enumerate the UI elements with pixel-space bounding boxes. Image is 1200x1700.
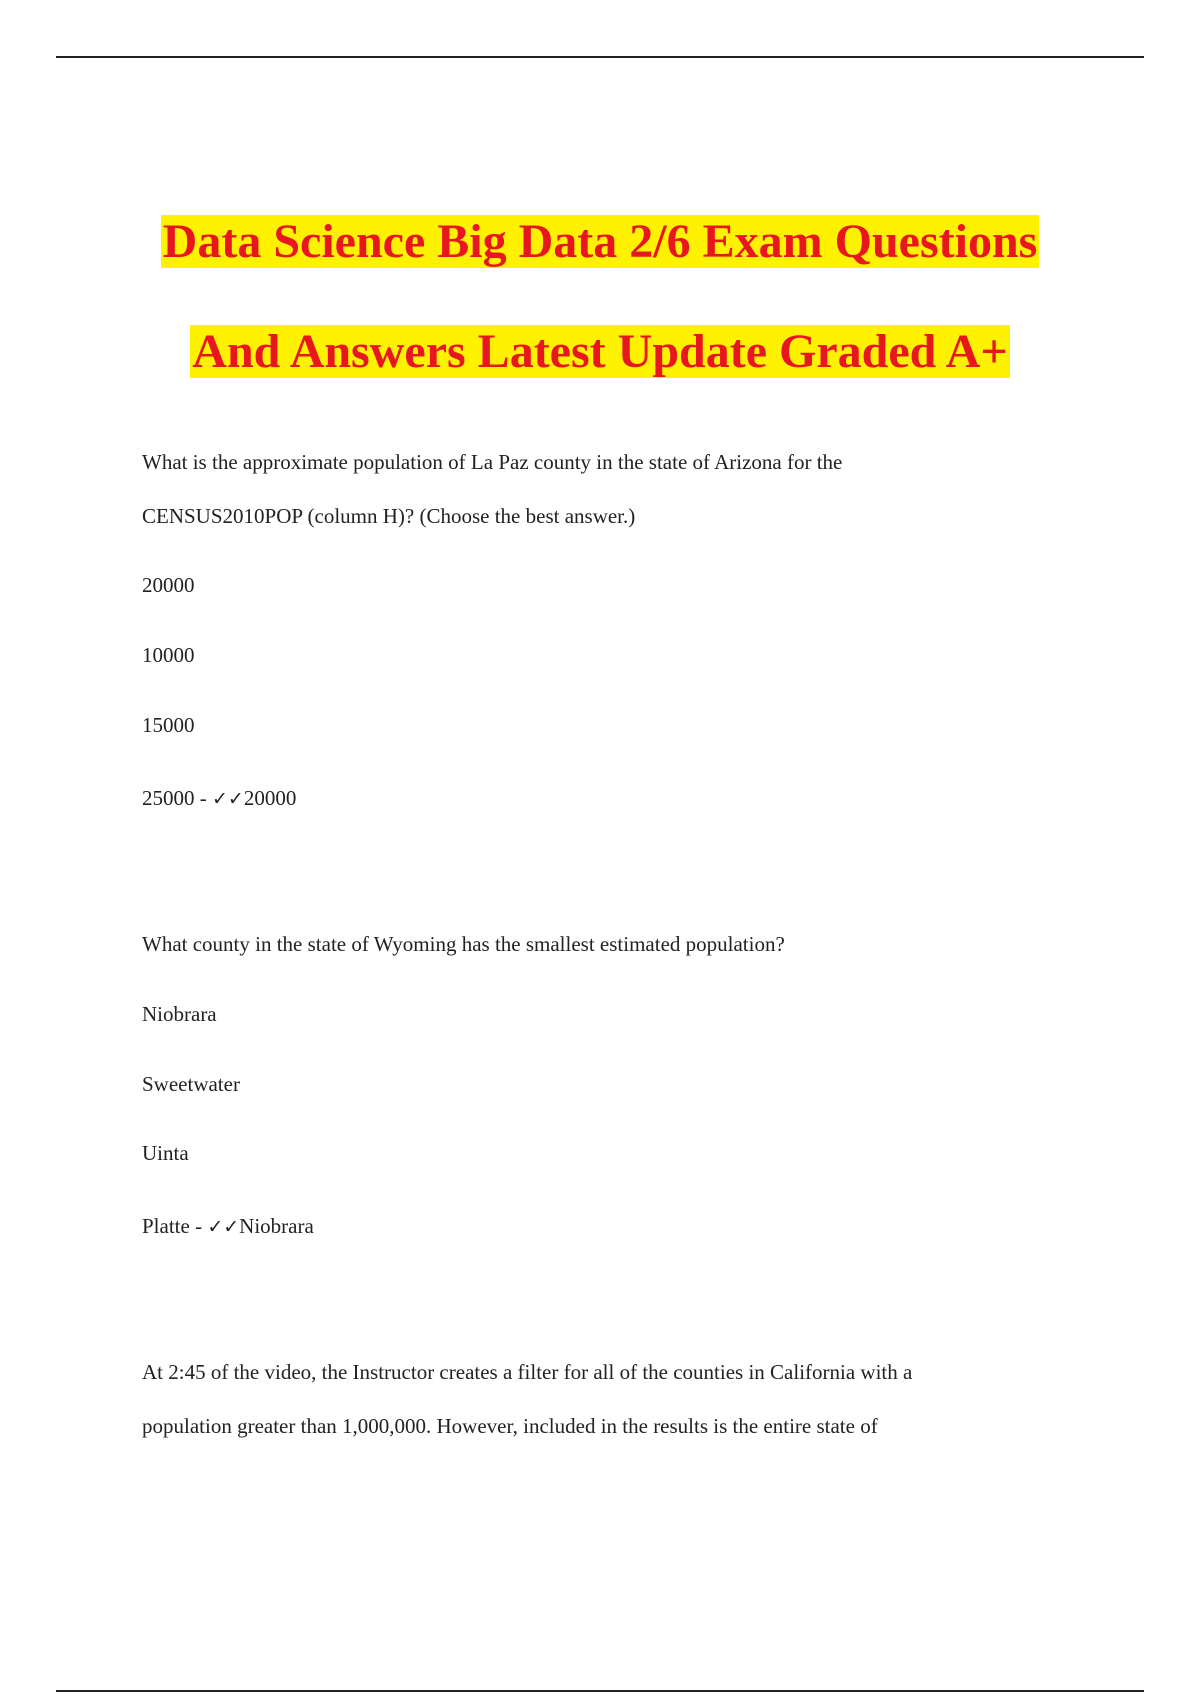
answer-check-icon: ✓✓	[212, 788, 244, 810]
question-1-option-3: 15000	[142, 713, 195, 737]
title-highlight-1: Data Science Big Data 2/6 Exam Questions	[162, 215, 1038, 268]
document-title-line-2	[0, 324, 1200, 380]
question-1-option-1: 20000	[142, 573, 195, 597]
question-1-option-4-with-answer	[142, 785, 296, 812]
question-1-option-2: 10000	[142, 643, 195, 667]
question-3-prompt-line-1: At 2:45 of the video, the Instructor creates a filter for all of the counties in California with a	[142, 1360, 913, 1384]
answer-check-icon: ✓✓	[207, 1216, 240, 1238]
question-2-option-1: Niobrara	[142, 1002, 217, 1026]
question-1-prompt-line-2: CENSUS2010POP (column H)? (Choose the best answer.)	[142, 504, 636, 528]
question-2-option-4-with-answer	[142, 1213, 314, 1240]
question-1-answer: 20000	[243, 786, 297, 810]
title-highlight-2: And Answers Latest Update Graded A+	[192, 325, 1008, 378]
question-2-prompt-line-1: What county in the state of Wyoming has the smallest estimated population?	[142, 932, 785, 956]
question-2-option-2: Sweetwater	[142, 1072, 240, 1096]
question-2-option-4: Platte	[142, 1214, 190, 1238]
question-2-answer: Niobrara	[239, 1214, 314, 1238]
document-title-line-1	[0, 214, 1200, 270]
question-1-option-4: 25000	[142, 786, 195, 810]
question-3-prompt-line-2: population greater than 1,000,000. However, included in the results is the entire state of	[142, 1414, 878, 1438]
answer-separator: -	[189, 1214, 208, 1238]
question-2-option-3: Uinta	[142, 1141, 189, 1165]
footer-rule	[56, 1690, 1144, 1692]
header-rule	[56, 56, 1144, 58]
question-1-prompt-line-1: What is the approximate population of La Paz county in the state of Arizona for the	[142, 450, 843, 474]
answer-separator: -	[194, 786, 212, 810]
